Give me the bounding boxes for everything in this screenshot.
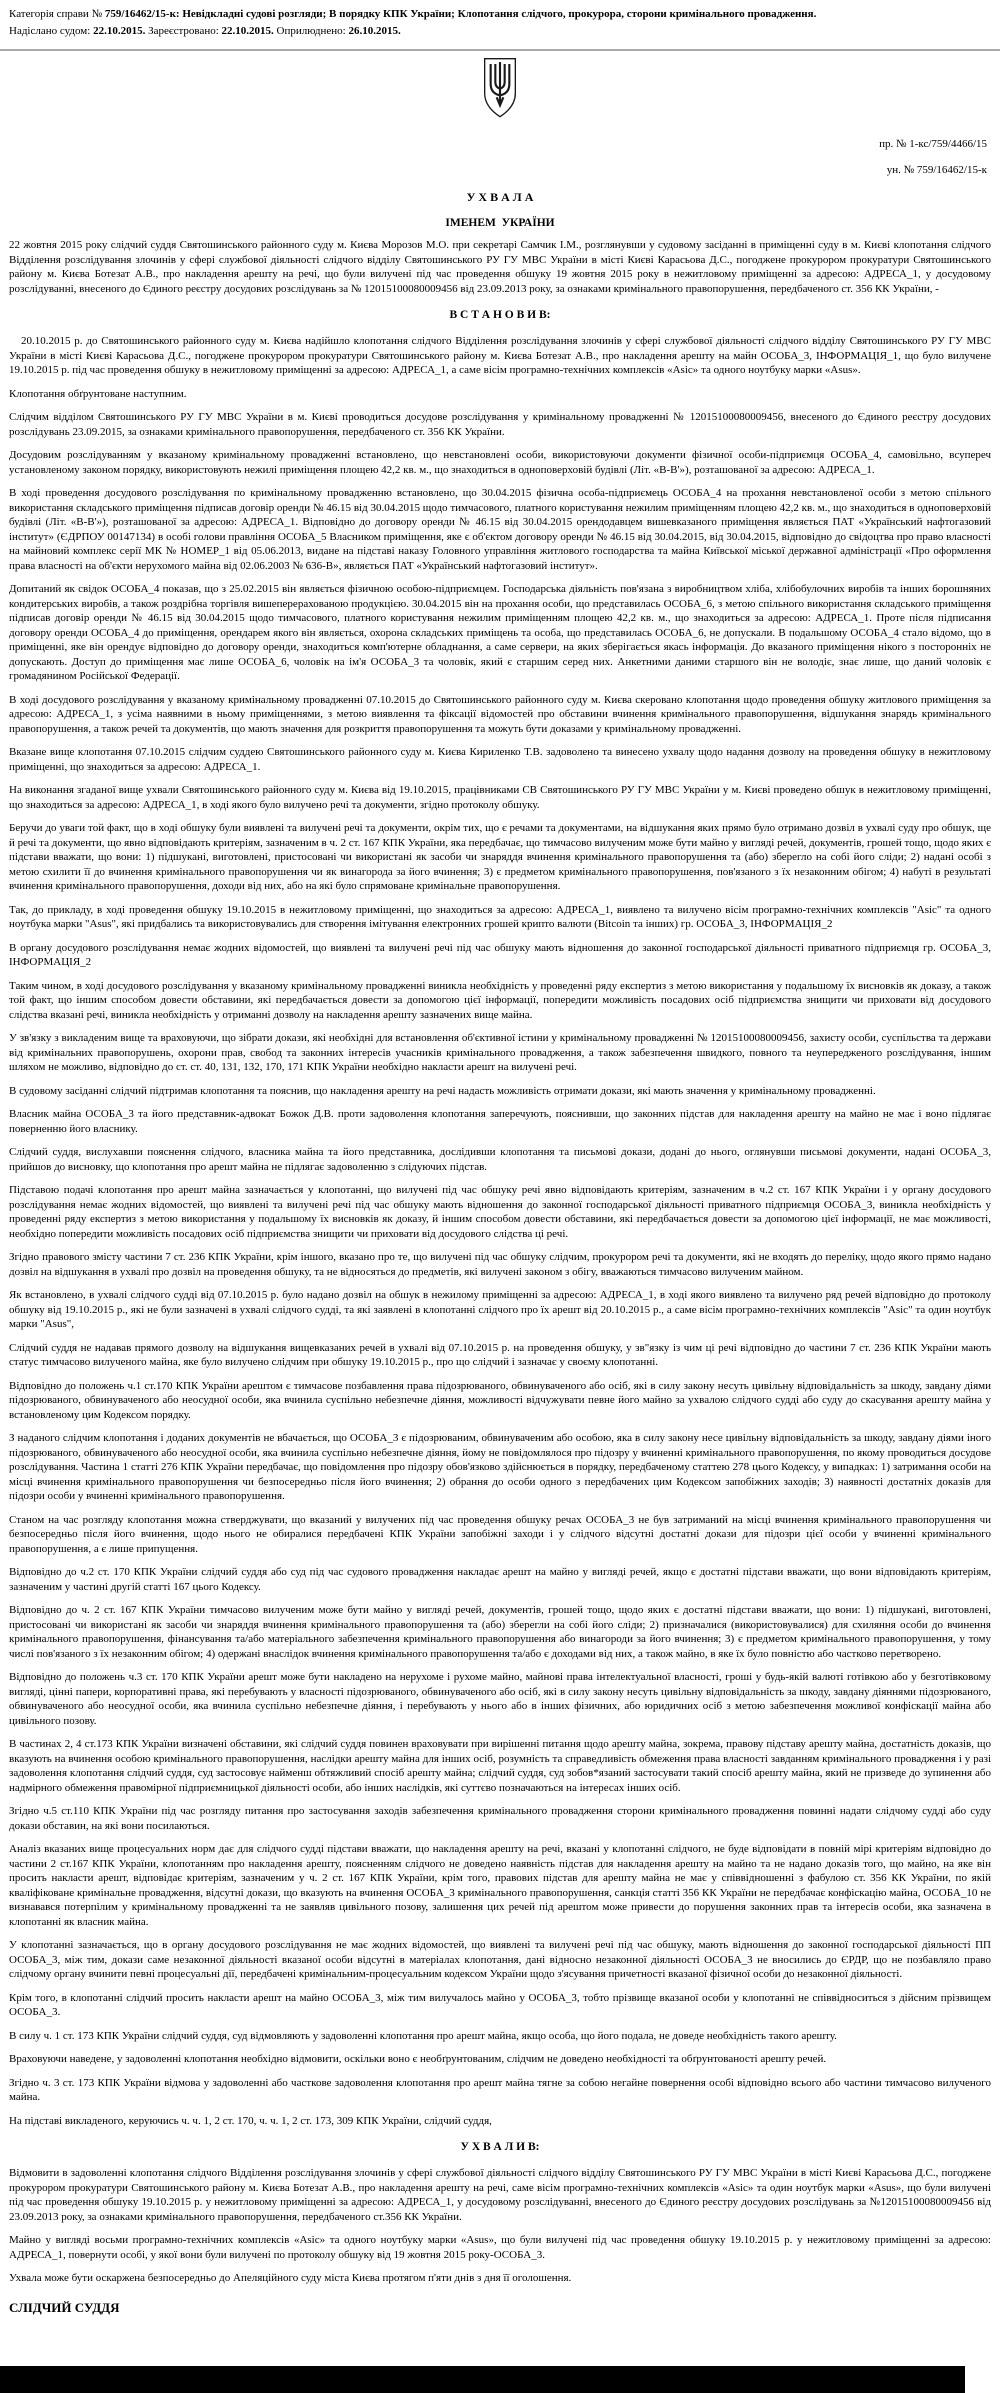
paragraph: Слідчим відділом Святошинського РУ ГУ МВС України в м. Києві проводиться досудове розслідування у кримінальному провадженні № 12015100080009456, внесеного до Єдиного реєстру досудових розслідувань 23.09.2015, за ознаками кримінального правопорушення, передбаченого ст. 356 КК України. — [9, 411, 991, 438]
paragraph: Відповідно до положень ч.3 ст. 170 КПК України арешт може бути накладено на нерухоме і рухоме майно, майнові права інтелектуальної власності, гроші у будь-якій валюті готівкою або у безготівковому вигляді, цінні папери, корпоративні права, які перебувають у власності підозрюваного, обвинуваченого або осіб, які в силу закону несуть цивільну відповідальність за шкоду, завдану діяннями підозрюваного, обвинуваченого або неосудної особи, яка вчинила суспільно небезпечне діяння, і перебувають у нього або в інших фізичних, або юридичних осіб з метою забезпечення можливої конфіскації майна або цивільного позову. — [9, 1671, 991, 1727]
paragraph: Ухвала може бути оскаржена безпосередньо до Апеляційного суду міста Києва протягом п'яти днів з дня її оголошення. — [9, 2272, 572, 2285]
document-body — [9, 238, 991, 2316]
paragraph: 20.10.2015 р. до Святошинського районного суду м. Києва надійшло клопотання слідчого Відділення розслідування злочинів у сфері службової діяльності слідчого відділу Святошинського РУ ГУ МВС України в місті Києві Карасьова Д.С., погоджене прокурором прокуратури Святошинського району м. Києва Ботезат А.В., про накладення арешту на майн ОСОБА_3, ІНФОРМАЦІЯ_1, що було вилучене 19.10.2015 р. під час проведення обшуку в нежитловому приміщенні за адресою: АДРЕСА_1, а саме вісім програмно-технічних комплексів «Asic» та одного ноутбуку марки «Asus». — [9, 335, 991, 377]
horizontal-rule — [0, 49, 1000, 51]
paragraph: В органу досудового розслідування немає жодних відомостей, що виявлені та вилучені речі під час обшуку мають відношення до законної господарської діяльності приватного підприємця гр. ОСОБА_3, ІНФОРМАЦІЯ_2 — [9, 941, 991, 969]
sent-date: 22.10.2015. — [93, 25, 146, 38]
paragraph: Станом на час розгляду клопотання можна стверджувати, що вказаний у вилучених під час проведення обшуку речах ОСОБА_3 не був затриманий на місці вчинення кримінального правопорушення чи безпосередньо після його вчинення, щодо нього не обиралися передбачені КПК України запобіжні заходи і у слідчого відсутні достатні докази для підозри цієї особи у вчиненні кримінального правопорушення, а є лише припущення. — [9, 1513, 991, 1555]
paragraph: Підставою подачі клопотання про арешт майна зазначається у клопотанні, що вилучені під час обшуку речі явно відповідають критеріям, зазначеним в ч.2 ст. 167 КПК України і у органу досудового розслідування немає жодних відомостей, що виявлені та вилучені речі під час обшуку мають відношення до законної господарської діяльності приватного підприємця ОСОБА_3, виникла необхідність у проведенні ряду експертиз з метою використання у подальшому їх висновків як доказу, й іншим способом довести обставини, які передбачається довести за допомогою цієї інформації, не має можливості, необхідно попередити можливість посадових осіб підприємства знищити чи приховати від досудового слідства ці речі. — [9, 1184, 991, 1240]
footer-bar — [0, 2366, 965, 2393]
category-value: 759/16462/15-к: Невідкладні судові розгляди; В порядку КПК України; Клопотання слідчого, прокурора, сторони кримінального провадження. — [104, 8, 817, 20]
paragraph: Враховуючи наведене, у задоволенні клопотання необхідно відмовити, оскільки воно є необґрунтованим, слідчим не доведено необхідності та обґрунтованості арешту речей. — [9, 2053, 827, 2066]
paragraph: Слідчий суддя, вислухавши пояснення слідчого, власника майна та його представника, дослідивши клопотання та письмові докази, додані до нього, оглянувши письмові документи, надані ОСОБА_3, прийшов до висновку, що клопотання про арешт майна не підлягає задоволенню з слідуючих підстав. — [9, 1146, 991, 1173]
paragraph: В ході досудового розслідування у вказаному кримінальному провадженні 07.10.2015 до Святошинського районного суду м. Києва скеровано клопотання щодо проведення обшуку житлового приміщення за адресою: АДРЕСА_1, з усіма наявними в ньому приміщеннями, з метою виявлення та фіксації відомостей про обставини вчинення кримінального правопорушення, відшукання знарядь кримінального правопорушення, а також речей та документів, що мають значення для розкриття правопорушення та можуть бути доказами у кримінальному провадженні. — [9, 693, 991, 735]
category-line — [9, 6, 991, 23]
case-numbers — [9, 138, 991, 176]
paragraph: Згідно ч.5 ст.110 КПК України під час розгляду питання про застосування заходів забезпечення кримінального провадження сторони кримінального провадження повинні надати слідчому судді або суду докази обставин, на які вони посилаються. — [9, 1805, 991, 1832]
paragraph: З наданого слідчим клопотання і доданих документів не вбачається, що ОСОБА_3 є підозрюваним, обвинуваченим або особою, яка в силу закону несе цивільну відповідальність за шкоду, завдану діями іного підозрюваного, обвинуваченого або неосудної особи, яка вчинила суспільно небезпечне діяння, йому не повідомлялося про підозру у вчиненні кримінального правопорушення, по якому проводиться досудове розслідування. Частина 1 статті 276 КПК України передбачає, що повідомлення про підозру обов'язково здійснюється в порядку, передбаченому статтею 278 цього Кодексу, у випадках: 1) затримання особи на місці вчинення кримінального правопорушення чи безпосередньо після його вчинення; 2) обрання до особи одного з передбачених цим Кодексом запобіжних заходів; 3) наявності достатніх доказів для підозри особи у вчиненні кримінального правопорушення. — [9, 1432, 991, 1503]
sent-label: Надіслано судом: — [9, 25, 91, 38]
document-header — [9, 6, 991, 40]
coat-of-arms — [9, 57, 991, 124]
document-subtitle: ІМЕНЕМ УКРАЇНИ — [445, 217, 555, 230]
registered-label: Зареєстровано: — [148, 25, 219, 38]
published-label: Оприлюднено: — [276, 25, 346, 38]
paragraph: Вказане вище клопотання 07.10.2015 слідчим суддею Святошинського районного суду м. Києва Кириленко Т.В. задоволено та винесено ухвалу щодо надання дозволу на проведення обшуку в нежитловому приміщенні, що знаходиться за адресою: АДРЕСА_1. — [9, 746, 991, 773]
section-heading: В С Т А Н О В И В: — [449, 309, 551, 322]
signature-line: СЛІДЧИЙ СУДДЯ — [9, 2299, 120, 2315]
paragraph: На підставі викладеного, керуючись ч. ч. 1, 2 ст. 170, ч. ч. 1, 2 ст. 173, 309 КПК України, слідчий суддя, — [9, 2114, 492, 2127]
paragraph: Аналіз вказаних вище процесуальних норм дає для слідчого судді підстави вважати, що накладення арешту на речі, вказані у клопотанні слідчого, не буде відповідати в повній мірі критеріям відповідно до частини 2 ст.167 КПК України, клопотанням про накладення арешту, поясненням слідчого не доведено наявність підстав для накладення арешту на майно та не надано доказів того, що майно, на яке він просить накласти арешт, відповідає критеріям, зазначеним у ч. 2 ст. 167 КПК України, крім того, правових підстав для арешту майна не має у співвідношенні з фабулою ст. 356 КК України, по якій кваліфіковане кримінальне провадження, відсутні докази, що вказують на вчинення ОСОБА_3 кримінального правопорушення, санкція статті 356 КК України не передбачає конфіскацію майна, ОСОБА_10 не визнавався потерпілим у кримінальному провадженні та не заявляв цивільного позову, залишення цих речей під арештом може привести до порушення законних прав та інтересів особи, яка зазначена в клопотанні як власник майна. — [9, 1843, 991, 1928]
proceeding-number: пр. № 1-кс/759/4466/15 — [879, 138, 987, 151]
paragraph: Крім того, в клопотанні слідчий просить накласти арешт на майно ОСОБА_3, між тим вилучалось майно у ОСОБА_3, тобто прізвище вказаної особи у клопотанні не співвідноситься з дійсним прізвищем ОСОБА_3. — [9, 1991, 991, 2019]
paragraph: Слідчий суддя не надавав прямого дозволу на відшукання вищевказаних речей в ухвалі від 07.10.2015 р. на проведення обшуку, у зв"язку із чим ці речі відповідно до частини 7 ст. 236 КПК України мають статус тимчасово вилученого майна, яке було вилучено слідчим при обшуку 19.10.2015 р., про що слідчий і зазначає у своєму клопотанні. — [9, 1341, 991, 1369]
paragraph: В судовому засіданні слідчий підтримав клопотання та пояснив, що накладення арешту на речі надасть можливість отримати докази, які мають значення у кримінальному провадженні. — [9, 1084, 876, 1097]
paragraph: Як встановлено, в ухвалі слідчого судді від 07.10.2015 р. було надано дозвіл на обшук в нежилому приміщенні за адресою: АДРЕСА_1, в ході якого виявлено та вилучено ряд речей відповідно до протоколу обшуку від 19.10.2015 р., які не були зазначені в ухвалі слідчого судді, та які заявлені в клопотанні слідчого про їх арешт від 20.10.2015 р., а саме вісім програмно-технічних комплексів "Asic" та один ноутбук марки "Asus", — [9, 1289, 991, 1331]
paragraph: В силу ч. 1 ст. 173 КПК України слідчий суддя, суд відмовляють у задоволенні клопотання про арешт майна, якщо особа, що його подала, не доведе необхідність такого арешту. — [9, 2029, 837, 2042]
paragraph: Клопотання обґрунтоване наступним. — [9, 387, 187, 400]
paragraph: Згідно ч. 3 ст. 173 КПК України відмова у задоволенні або часткове задоволення клопотання про арешт майна тягне за собою негайне повернення особі відповідно всього або частини тимчасово вилученого майна. — [9, 2076, 991, 2104]
document-title: У Х В А Л А — [466, 190, 534, 205]
paragraph: Беручи до уваги той факт, що в ході обшуку були виявлені та вилучені речі та документи, окрім тих, що є речами та документами, на відшукання яких прямо було отримано дозвіл в ухвалі суду про обшук, ще й речі та документи, що явно відповідають критеріям, зазначеним в ч. 2 ст. 167 КПК України, яка передбачає, що тимчасово вилученим може бути майно у вигляді речей, документів, грошей тощо, щодо яких є підстави вважати, що вони: 1) підшукані, виготовлені, пристосовані чи використані як засоби чи знаряддя вчинення кримінального правопорушення та (або) зберегло на собі його сліди; 2) надані особі з метою схилити її до вчинення кримінального правопорушення чи як винагорода за його вчинення; 3) є предметом кримінального правопорушення, пов'язаного з їх незаконним обігом; 4) набуті в результаті вчинення кримінального правопорушення, доходи від них, або на які було спрямоване кримінальне правопорушення. — [9, 822, 991, 893]
paragraph: Майно у вигляді восьми програмно-технічних комплексів «Asic» та одного ноутбуку марки «Asus», що були вилучені під час проведення обшуку 19.10.2015 р. у нежитловому приміщенні за адресою: АДРЕСА_1, повернути особі, у якої вони були вилучені по протоколу обшуку від 19 жовтня 2015 року-ОСОБА_3. — [9, 2234, 991, 2261]
paragraph: В частинах 2, 4 ст.173 КПК України визначені обставини, які слідчий суддя повинен враховувати при вирішенні питання щодо арешту майна, зокрема, правову підставу арешту майна, достатність доказів, що вказують на вчинення особою кримінального правопорушення, наслідки арешту майна для інших осіб, розумність та справедливість обмеження права власності завданням кримінального провадження і у разі задоволення клопотання слідчий суддя, суд застосовує найменш обтяжливий спосіб арешту майна; слідчий суддя, суд зобов*язаний застосувати такий спосіб арешту майна, який не призведе до зупинення або надмірного обмеження правомірної підприємницької діяльності особи, або інших наслідків, які суттєво позначаються на інтересах інших осіб. — [9, 1738, 991, 1794]
paragraph: Згідно правового змісту частини 7 ст. 236 КПК України, крім іншого, вказано про те, що вилучені під час обшуку слідчим, прокурором речі та документи, які не входять до переліку, щодо якого прямо надано дозвіл на відшукання в ухвалі про дозвіл на проведення обшуку, та не відносяться до предметів, які вилучені законом з обігу, вважаються тимчасово вилученим майном. — [9, 1251, 991, 1278]
paragraph: Допитаний як свідок ОСОБА_4 показав, що з 25.02.2015 він являється фізичною особою-підприємцем. Господарська діяльність пов'язана з виробництвом хліба, хлібобулочних виробів та інших борошняних кондитерських виробів, а також роздрібна торгівля вишеперерахованою продукцією. 30.04.2015 він на прохання особи, що представилась ОСОБА_6, з метою спільного використання складського приміщення підписав договір оренди № 46.15 від 30.04.2015 щодо тимчасового, платного користування нежилим приміщенням площею 42,2 кв. м., що знаходиться за адресою: АДРЕСА_1. Проте після підписання договору оренди ОСОБА_4 до приміщення, орендарем якого він являється, охорона складських приміщень та особа, що представилась ОСОБА_6, не допускали. В подальшому ОСОБА_4 стало відомо, що в приміщенні, яке він орендує відповідно до договору оренди, знаходиться комп'ютерне обладнання, а саме сервери, на яких зберігається якась інформація. До вказаного приміщення нікого з посторонніх не допускають. Доступ до приміщення має лише ОСОБА_6, чоловік на ім'я ОСОБА_3 та чоловік, який є старшим серед них. Анкетними даними старшого він не володіє, знає лише, що даний чоловік є громадянином Російської Федерації. — [9, 583, 991, 683]
paragraph: В ході проведення досудового розслідування по кримінальному провадженню встановлено, що 30.04.2015 фізична особа-підприємець ОСОБА_4 на прохання невстановленої особи з метою спільного використання складського приміщення підписав договір оренди № 46.15 від 30.04.2015 щодо тимчасового, платного користування нежилим приміщенням площею 42,2 кв. м., що знаходиться в одноповерховій будівлі (Літ. «В-В'»), розташованої за адресою: АДРЕСА_1. Відповідно до договору оренди № 46.15 від 30.04.2015 орендодавцем вишевказаного приміщення являється ПАТ «Український нафтогазовий інститут» (ЄДРПОУ 00147134) в особі голови правління ОСОБА_5 Власником приміщення, яке є об'єктом договору оренди № 46.15 від 30.04.2015, від 30.04.2015, відповідно до свідоцтва про право власності на майновий комплекс серії МК № НОМЕР_1 від 05.06.2013, видане на підставі наказу Головного управління житлового господарства та майна Київської міської державної адміністрації «Про оформлення права власності на об'єкти нерухомого майна від 02.06.2003 № 636-В», являється ПАТ «Український нафтогазовий інститут». — [9, 487, 991, 572]
dates-line — [9, 23, 991, 40]
section-heading: У Х В А Л И В: — [460, 2141, 540, 2154]
registered-date: 22.10.2015. — [221, 25, 274, 38]
paragraph: Відповідно до ч.2 ст. 170 КПК України слідчий суддя або суд під час судового провадження накладає арешт на майно у вигляді речей, якщо є достатні підстави вважати, що вони відповідають критеріям, зазначеним у частині другій статті 167 цього Кодексу. — [9, 1566, 991, 1593]
ukraine-trident-icon — [480, 106, 520, 123]
paragraph: У зв'язку з викладеним вище та враховуючи, що зібрати докази, які необхідні для встановлення об'єктивної істини у кримінальному провадженні № 12015100080009456, захисту особи, суспільства та держави від кримінальних правопорушень, охорони прав, свобод та законних інтересів учасників кримінального провадження, а також забезпечення швидкого, повного та неупередженого розслідування, іншим шляхом не можливо, відповідно до ст. ст. 40, 131, 132, 170, 171 КПК України необхідно накласти арешт на вилучені речі. — [9, 1032, 991, 1074]
category-label: Категорія справи № — [9, 8, 103, 20]
paragraph: Відмовити в задоволенні клопотання слідчого Відділення розслідування злочинів у сфері службової діяльності слідчого відділу Святошинського РУ ГУ МВС України в місті Києві Карасьова Д.С., погоджене прокурором прокуратури Святошинського району м. Києва Ботезат А.В., про накладення арешту на речі, саме вісім програмно-технічних комплексів «Asic» та один ноутбук марки «Asus», що були вилучені під час проведення обшуку 19.10.2015 р. у нежитловому приміщенні за адресою: АДРЕСА_1, у досудовому розслідуванні, внесеного до Єдиного реєстру досудових розслідувань за №12015100080009456 від 23.09.2013 року, за ознаками кримінального правопорушення, передбаченого ст.356 КК України. — [9, 2167, 991, 2223]
paragraph: 22 жовтня 2015 року слідчий суддя Святошинського районного суду м. Києва Морозов М.О. при секретарі Самчик І.М., розглянувши у судовому засіданні в приміщенні суду в м. Києві клопотання слідчого Відділення розслідування злочинів у сфері службової діяльності слідчого відділу Святошинського РУ ГУ МВС України в місті Києві Карасьова Д.С., погоджене прокурором прокуратури Святошинського району м. Києва Ботезат А.В., про накладення арешту на речі, що були вилучені під час проведення обшуку 19 жовтня 2015 року в нежитловому приміщенні за адресою: АДРЕСА_1, у досудовому розслідуванні, внесеного до Єдиного реєстру досудових розслідувань за № 12015100080009456 від 23.09.2013 року, за ознаками кримінального правопорушення, передбаченого ст. 356 КК України, - — [9, 239, 991, 295]
published-date: 26.10.2015. — [348, 25, 401, 38]
paragraph: Відповідно до ч. 2 ст. 167 КПК України тимчасово вилученим може бути майно у вигляді речей, документів, грошей тощо, щодо яких є достатні підстави вважати, що вони: 1) підшукані, виготовлені, пристосовані чи використані як засоби чи знаряддя вчинення кримінального правопорушення та (або) зберегли на собі його сліди; 2) призначалися (використовувалися) для схиляння особи до вчинення кримінального правопорушення, фінансування та/або матеріального забезпечення кримінального правопорушення або винагороди за його вчинення; 3) є предметом кримінального правопорушення, у тому числі пов'язаного з їх незаконним обігом; 4) одержані внаслідок вчинення кримінального правопорушення та/або є доходами від них, а також майно, в яке їх було повністю або частково перетворено. — [9, 1604, 991, 1660]
paragraph: Досудовим розслідуванням у вказаному кримінальному провадженні встановлено, що невстановлені особи, використовуючи документи фізичної особи-підприємця ОСОБА_4, самовільно, всупереч установленому законом порядку, використовують нежилі приміщення площею 42,2 кв. м., що знаходиться в одноповерховій будівлі (Літ. «В-В'»), розташованої за адресою: АДРЕСА_1. — [9, 449, 991, 476]
paragraph: У клопотанні зазначається, що в органу досудового розслідування не має жодних відомостей, що виявлені та вилучені речі під час обшуку, мають відношення до законної господарської діяльності ПП ОСОБА_3, між тим, докази саме незаконної діяльності вказаної особи відсутні в матеріалах клопотання, дані відносно незаконної діяльності ОСОБА_3 не вносились до ЄРДР, що не позбавляло право слідчому органу вчинити певні процесуальні дії, передбачені кримінальним-процесуальним кодексом України щодо з'ясування причетності вказаної фізичної особи до незаконної діяльності. — [9, 1939, 991, 1981]
paragraph: На виконання згаданої вище ухвали Святошинського районного суду м. Києва від 19.10.2015, працівниками СВ Святошинського РУ ГУ МВС України у м. Києві проведено обшук в нежитловому приміщенні, що знаходиться за адресою: АДРЕСА_1, в ході якого було вилучено речі та документи, згідно протоколу обшуку. — [9, 784, 991, 811]
paragraph: Відповідно до положень ч.1 ст.170 КПК України арештом є тимчасове позбавлення права підозрюваного, обвинуваченого або осіб, які в силу закону несуть цивільну відповідальність за шкоду, завдану діями підозрюваного, обвинуваченого або неосудної особи, яка вчинила суспільно небезпечне діяння, можливості відчужувати певне його майно за ухвалою слідчого судді або суду до скасування арешту майна у встановленому цим Кодексом порядку. — [9, 1379, 991, 1421]
paragraph: Таким чином, в ході досудового розслідування у вказаному кримінальному провадженні виникла необхідність у проведенні ряду експертиз з метою використання у подальшому їх висновків як доказу, а також той факт, що іншим способом довести обставини, які передбачається довести за допомогою цієї інформації, попередити можливість посадових осіб підприємства знищити чи приховати від досудового слідства вказані речі, виникла необхідність у отриманні дозволу на накладення арешту зазначених вище майна. — [9, 979, 991, 1021]
paragraph: Так, до прикладу, в ході проведення обшуку 19.10.2015 в нежитловому приміщенні, що знаходиться за адресою: АДРЕСА_1, виявлено та вилучено вісім програмно-технічних комплексів "Asic" та одного ноутбука марки "Asus", які придбались та використовувались для створення імітування електронних грошей крипто валюти (Bitcoin та інших) гр. ОСОБА_3, ІНФОРМАЦІЯ_2 — [9, 903, 991, 931]
unified-case-number: ун. № 759/16462/15-к — [886, 164, 987, 177]
paragraph: Власник майна ОСОБА_3 та його представник-адвокат Божок Д.В. проти задоволення клопотання заперечують, пояснивши, що законних підстав для накладення арешту на майно не має і воно підлягає поверненню його власнику. — [9, 1108, 991, 1135]
